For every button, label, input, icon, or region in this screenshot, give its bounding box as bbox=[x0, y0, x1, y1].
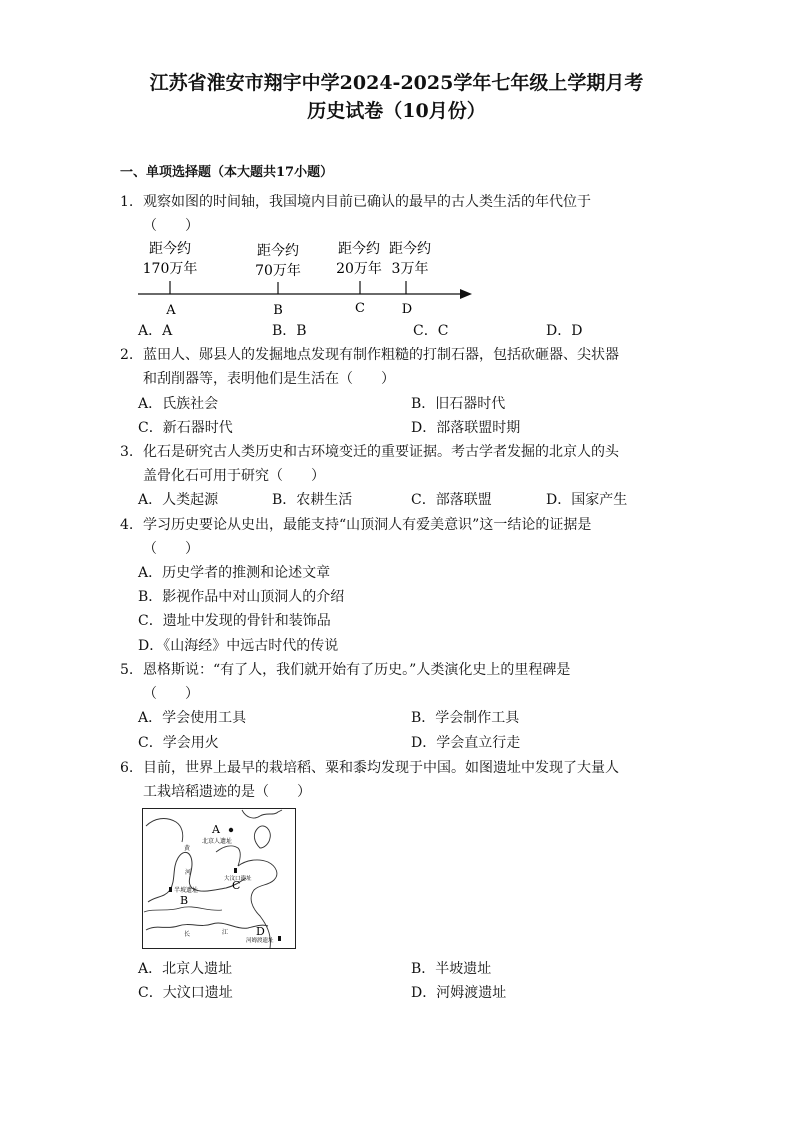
map-site-marker-c bbox=[234, 868, 237, 873]
question-1-stem-line2: （ ） bbox=[143, 218, 199, 234]
timeline-label-bottom-c: 20万年 bbox=[336, 261, 382, 277]
question-5-option-c: C．学会用火 bbox=[138, 735, 219, 751]
timeline-label-top-a: 距今约 bbox=[149, 241, 191, 257]
question-1-option-d: D．D bbox=[546, 323, 583, 339]
timeline-point-b bbox=[255, 242, 301, 318]
timeline-label-top-b: 距今约 bbox=[257, 243, 299, 259]
timeline-figure bbox=[130, 236, 480, 320]
question-3-stem-line2: 盖骨化石可用于研究（ ） bbox=[143, 468, 325, 484]
question-5-option-b: B．学会制作工具 bbox=[411, 710, 520, 726]
map-site-name-b: 半坡遗址 bbox=[174, 887, 199, 894]
archaeological-sites-map bbox=[142, 808, 296, 950]
map-site-marker-d bbox=[278, 936, 281, 941]
question-1-stem-line1: 观察如图的时间轴，我国境内目前已确认的最早的古人类生活的年代位于 bbox=[143, 194, 591, 210]
question-5-option-d: D．学会直立行走 bbox=[411, 735, 521, 751]
timeline-letter-d: D bbox=[401, 302, 413, 317]
map-site-name-d: 河姆渡遗址 bbox=[246, 938, 274, 944]
question-2-option-b: B．旧石器时代 bbox=[411, 396, 506, 412]
map-river-label-he: 河 bbox=[185, 869, 192, 876]
timeline-letter-c: C bbox=[355, 301, 365, 316]
question-6-option-c: C．大汶口遗址 bbox=[138, 985, 233, 1001]
timeline-label-top-d: 距今约 bbox=[389, 241, 431, 257]
question-4-stem-line1: 学习历史要论从史出，最能支持“山顶洞人有爱美意识”这一结论的证据是 bbox=[143, 517, 592, 533]
map-site-marker-b bbox=[169, 887, 172, 892]
timeline-arrow-icon bbox=[460, 289, 472, 299]
question-2-option-a: A．氏族社会 bbox=[138, 396, 219, 412]
question-4-option-c: C．遗址中发现的骨针和装饰品 bbox=[138, 613, 331, 629]
timeline-point-c bbox=[336, 240, 382, 316]
timeline-label-bottom-d: 3万年 bbox=[391, 261, 429, 277]
question-6-option-d: D．河姆渡遗址 bbox=[411, 985, 507, 1001]
map-river-label-huang: 黄 bbox=[184, 845, 191, 852]
question-4-number: 4. bbox=[120, 517, 134, 533]
map-site-letter-c: C bbox=[232, 879, 241, 892]
question-3-option-d: D．国家产生 bbox=[546, 492, 628, 508]
question-6-option-b: B．半坡遗址 bbox=[411, 961, 492, 977]
question-6-stem-line1: 目前，世界上最早的栽培稻、粟和黍均发现于中国。如图遗址中发现了大量人 bbox=[143, 760, 619, 776]
question-1-number: 1. bbox=[120, 194, 134, 210]
question-6-number: 6. bbox=[120, 760, 134, 776]
timeline-point-d bbox=[389, 240, 431, 317]
map-site-marker-a bbox=[229, 828, 233, 832]
question-4-option-a: A．历史学者的推测和论述文章 bbox=[138, 565, 331, 581]
question-5-number: 5. bbox=[120, 662, 134, 678]
question-3-number: 3. bbox=[120, 444, 134, 460]
question-3-option-c: C．部落联盟 bbox=[411, 492, 492, 508]
map-site-letter-b: B bbox=[180, 894, 189, 907]
map-site-letter-d: D bbox=[256, 925, 265, 938]
question-6-stem-line2: 工栽培稻遗迹的是（ ） bbox=[143, 784, 311, 800]
exam-title-line2: 历史试卷（10月份） bbox=[307, 100, 486, 122]
question-2-number: 2. bbox=[120, 347, 134, 363]
question-2-option-c: C．新石器时代 bbox=[138, 420, 233, 436]
timeline-letter-a: A bbox=[166, 303, 176, 318]
question-1-option-b: B．B bbox=[272, 323, 307, 339]
question-5-stem-line2: （ ） bbox=[143, 686, 199, 702]
exam-title-line1: 江苏省淮安市翔宇中学2024-2025学年七年级上学期月考 bbox=[149, 72, 644, 94]
question-5-stem-line1: 恩格斯说：“有了人，我们就开始有了历史。”人类演化史上的里程碑是 bbox=[143, 662, 571, 678]
question-1-option-c: C．C bbox=[413, 323, 449, 339]
timeline-label-top-c: 距今约 bbox=[338, 241, 380, 257]
question-4-option-b: B．影视作品中对山顶洞人的介绍 bbox=[138, 589, 345, 605]
question-3-option-b: B．农耕生活 bbox=[272, 492, 353, 508]
question-2-stem-line1: 蓝田人、郧县人的发掘地点发现有制作粗糙的打制石器，包括砍砸器、尖状器 bbox=[143, 347, 619, 363]
question-2-option-d: D．部落联盟时期 bbox=[411, 420, 521, 436]
timeline-point-a bbox=[143, 240, 198, 318]
map-river-label-jiang: 江 bbox=[222, 929, 229, 936]
question-4-stem-line2: （ ） bbox=[143, 541, 199, 557]
timeline-label-bottom-a: 170万年 bbox=[142, 261, 198, 277]
question-2-stem-line2: 和刮削器等，表明他们是生活在（ ） bbox=[143, 371, 395, 387]
map-river-label-chang: 长 bbox=[184, 931, 191, 938]
question-6-option-a: A．北京人遗址 bbox=[138, 961, 233, 977]
map-site-letter-a: A bbox=[212, 823, 220, 836]
map-site-name-a: 北京人遗址 bbox=[202, 838, 233, 845]
question-1-option-a: A．A bbox=[138, 323, 173, 339]
question-5-option-a: A．学会使用工具 bbox=[138, 710, 247, 726]
map-site-name-c: 大汶口遗址 bbox=[224, 876, 252, 882]
question-3-option-a: A．人类起源 bbox=[138, 492, 219, 508]
timeline-letter-b: B bbox=[273, 303, 283, 318]
question-3-stem-line1: 化石是研究古人类历史和古环境变迁的重要证据。考古学者发掘的北京人的头 bbox=[143, 444, 619, 460]
question-4-option-d: D．《山海经》中远古时代的传说 bbox=[138, 638, 339, 654]
section-heading: 一、单项选择题（本大题共17小题） bbox=[120, 165, 334, 180]
timeline-label-bottom-b: 70万年 bbox=[255, 263, 301, 279]
